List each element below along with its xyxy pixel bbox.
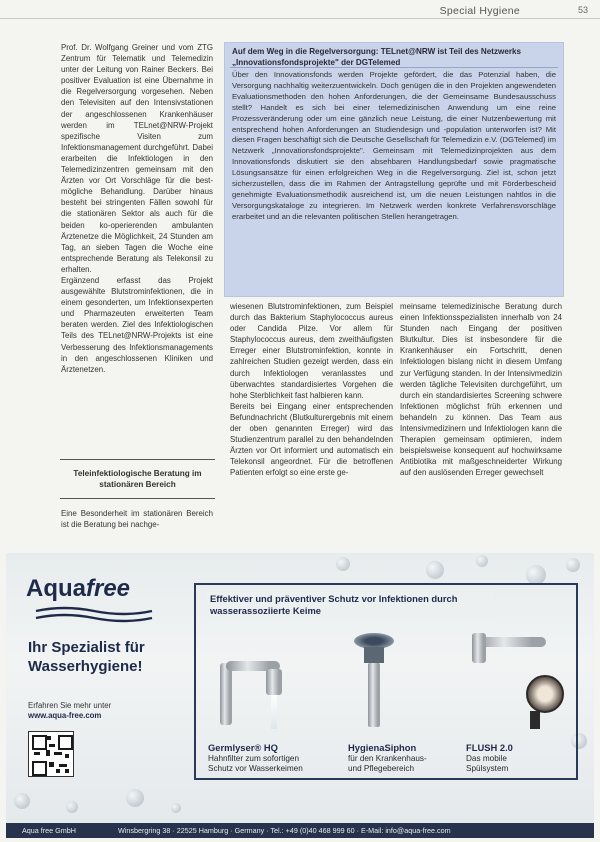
article-paragraph: Eine Besonderheit im stationären Bereich ist die Beratung bei nachge- [61, 509, 213, 530]
product-flush [466, 743, 513, 775]
product-name: Germlyser® HQ [208, 742, 278, 753]
product-hygienasiphon [348, 743, 427, 775]
product-name: FLUSH 2.0 [466, 742, 513, 753]
ad-tagline: Ihr Spezialist für Wasserhygiene! [28, 639, 145, 675]
hygiena-siphon-image [346, 633, 406, 733]
footer-company: Aqua free GmbH [22, 826, 76, 835]
info-box-title: Auf dem Weg in die Regelversorgung: TELnet@NRW ist Teil des Netzwerks „Innovationsfondsprojekte" der DGTelemed [232, 47, 521, 67]
article-paragraph: meinsame telemedizinische Beratung durch einen Infektionsspezialisten innerhalb von 24 Stunden nach Eingang der positiven Blutkultur. Dies ist insbesondere für die Krankenhäuser ein Fortschritt, denen Infektiologen bislang nicht in diesem Umfang zur Verfügung standen. In der Intensivmedizin werden tägliche Televisiten durchgeführt, um durch ein standardisiertes Screening schwere Infektionen möglichst früh erkennen und behandeln zu können. Das Team aus Intensivmedizinern und Infektiologen kann die Therapien gemeinsam optimieren, indem beispielsweise konsequent auf hochwirksame Antibiotika mit maßgeschneiderter Wirkung auf den auslösenden Erreger gewechselt [400, 302, 562, 478]
logo-text-accent: free [86, 575, 131, 602]
brand-logo [26, 575, 130, 603]
flush-device-image [446, 623, 566, 733]
footer-address: Winsbergring 38 · 22525 Hamburg · Germany · Tel.: +49 (0)40 468 999 60 · E-Mail: info@aqua-free.com [118, 826, 451, 835]
product-germlyser [208, 743, 303, 775]
advertisement [6, 553, 594, 823]
product-desc: und Pflegebereich [348, 764, 415, 773]
article-paragraph: Bereits bei Eingang einer entsprechenden Befundnachricht (Blutkulturergebnis mit einem der oben genannten Erreger) wird das Studienzentrum parallel zu den behandelnden Ärzten vor Ort informiert und automatisch ein Telekonsil angeordnet. Für die betroffenen Patienten erfolgt so eine erste ge- [230, 401, 393, 478]
water-drop-decoration [171, 803, 181, 813]
page-number: 53 [577, 5, 588, 15]
website-link[interactable]: www.aqua-free.com [28, 711, 102, 720]
more-label: Erfahren Sie mehr unter [28, 701, 112, 710]
section-title: Special Hygiene [439, 5, 520, 17]
article-column-3 [400, 301, 562, 479]
ad-more-info [28, 701, 111, 721]
info-box-divider [230, 67, 558, 68]
article-column-1-continued [61, 508, 213, 530]
info-box-body: Über den Innovationsfonds werden Projekte gefördert, die das Potenzial haben, die Versorgung nachhaltig weiterzuentwickeln. Doch genügen die in den Projekten angewendeten Evaluationsmethoden den hohen Anforderungen, die der Gemeinsame Bundesausschuss stellt? Handelt es sich bei einer telemedizinischen Anwendung um eine reine Prozessveränderung oder um eine gänzlich neue Leistung, die einer Nutzenbewertung mit entsprechend hohen Anforderungen an Studiendesign und -population unterworfen ist? Mit diesen Fragen beschäftigt sich die Deutsche Gesellschaft für Telemedizin e.V. (DGTelemed) im Netzwerk „Innovationsfondsprojekte". Gemeinsam mit Telemedizinprojekten aus dem Innovationsfonds diskutiert sie den absehbaren Handlungsbedarf sowie pragmatische Lösungsansätze für einen erfolgreichen Weg in die Regelversorgung. Ziel ist, schon jetzt sicherzustellen, dass die im Rahmen der Antragstellung geprüfte und mit Förderbescheid genehmigte Evaluationsmethodik ausreichend ist, um die neuen Leistungen nahtlos in die Versorgungskataloge zu integrieren. Im Netzwerk werden konkrete Verfahrensvorschläge erarbeitet und an die relevanten politischen Stellen herangetragen. [232, 70, 556, 221]
logo-waves-icon [34, 605, 154, 625]
product-desc: Das mobile [466, 753, 507, 763]
ad-footer-bar [6, 823, 594, 838]
article-column-1 [61, 42, 213, 375]
product-desc: Hahnfilter zum sofortigen [208, 753, 300, 763]
water-drop-decoration [126, 789, 144, 807]
product-desc: Schutz vor Wasserkeimen [208, 764, 303, 773]
article-paragraph: Ergänzend erfasst das Projekt ausgewählte Blutstrominfektionen, die in einem gesonderten, um Infektionsexperten und Pharmazeuten erweiterten Team beraten werden. Ziel des Infektiologischen Teils des TELnet@NRW-Projekts ist eine Verbesserung des Infektionsmanagements in den angeschlossenen Kliniken und Ärztenetzen. [61, 275, 213, 374]
qr-code[interactable] [28, 731, 74, 777]
info-box [224, 42, 564, 297]
water-drop-decoration [66, 801, 78, 813]
water-drop-decoration [476, 555, 488, 567]
logo-text-main: Aqua [26, 575, 86, 602]
product-desc: Spülsystem [466, 764, 509, 773]
water-drop-decoration [526, 565, 546, 585]
product-desc: für den Krankenhaus- [348, 753, 427, 763]
water-drop-decoration [336, 557, 350, 571]
page-header [0, 0, 600, 22]
water-drop-decoration [566, 558, 580, 572]
article-paragraph: wiesenen Blutstrominfektionen, zum Beispiel durch das Bakterium Staphylococcus aureus oder Candida Pilze. Vor allem für Staphylococcus aureus, dem zweithäufigsten Erreger einer Blutstrominfektion, konnte in zahlreichen Studien gezeigt werden, dass ein durch Infektiologen veranlasstes und überwachtes standardisiertes Vorgehen die hohe Sterblichkeit fast halbieren kann. [230, 302, 393, 400]
ad-headline: Effektiver und präventiver Schutz vor Infektionen durch wasserassoziierte Keime [206, 591, 494, 619]
water-drop-decoration [426, 561, 444, 579]
germlyser-faucet-image [214, 653, 304, 733]
product-name: HygienaSiphon [348, 742, 417, 753]
article-subheading: Teleinfektiologische Beratung im stationären Bereich [60, 459, 215, 499]
article-paragraph: Prof. Dr. Wolfgang Greiner und vom ZTG Zentrum für Telematik und Telemedizin unter der Leitung von Rainer Beckers. Bei positiver Evaluation ist eine Übernahme in die Regelversorgung vorgesehen. Neben den Televisiten auf den Intensivstationen der angeschlossenen Krankenhäuser werden im TELnet@NRW-Projekt spezifische Visiten zum Infektionsmanagement durchgeführt. Dabei erarbeiten die Infektiologen in den Telemedizinzentren gemeinsam mit den Ärzten vor Ort Vorschläge für die best-mögliche Behandlung. Darüber hinaus besteht bei stringenten Fällen sowohl für die stationären Sektor als auch für die beiden ko-operierenden ambulanten Ärztenetze die Möglichkeit, 24 Stunden am Tag, an sieben Tagen die Woche eine entsprechende Beratung als Telekonsil zu erhalten. [61, 43, 213, 274]
header-rule [0, 18, 600, 19]
water-drop-decoration [14, 793, 30, 809]
article-column-2 [230, 301, 393, 479]
